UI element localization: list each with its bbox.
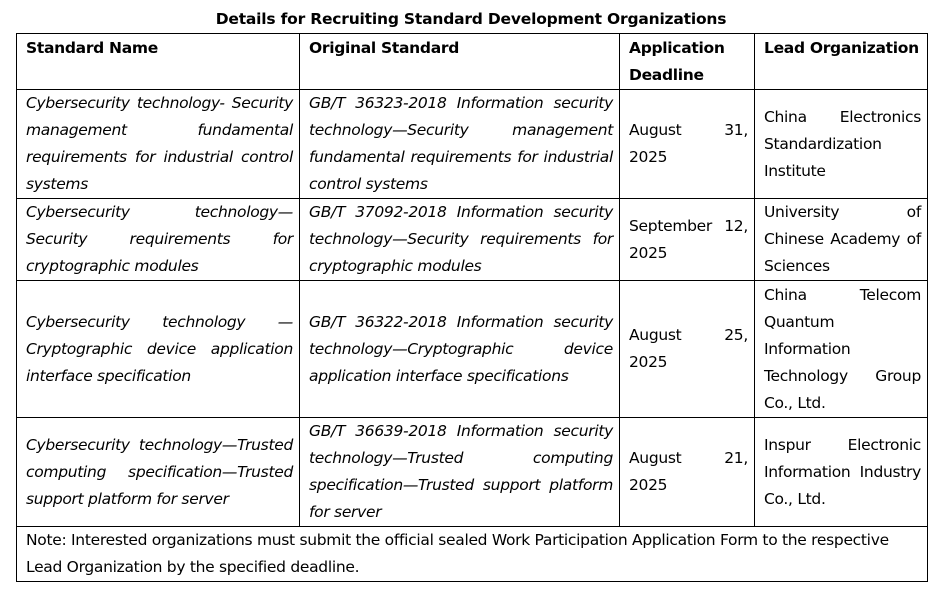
- cell-standard-name: Cybersecurity technology—Trusted computing specification—Trusted support platform for server: [17, 418, 300, 527]
- cell-lead-org: University of Chinese Academy of Sciences: [755, 199, 928, 281]
- table-row: [17, 199, 928, 281]
- cell-original-standard: GB/T 36323-2018 Information security technology—Security management fundamental requirements for industrial control systems: [300, 90, 620, 199]
- table-row: [17, 281, 928, 418]
- cell-deadline: August 31, 2025: [620, 90, 755, 199]
- table-row: [17, 90, 928, 199]
- cell-original-standard: GB/T 37092-2018 Information security technology—Security requirements for cryptographic modules: [300, 199, 620, 281]
- cell-deadline: August 25, 2025: [620, 281, 755, 418]
- header-original-standard: Original Standard: [300, 34, 620, 90]
- cell-lead-org: China Electronics Standardization Institute: [755, 90, 928, 199]
- header-deadline: Application Deadline: [620, 34, 755, 90]
- table-title: Details for Recruiting Standard Development Organizations: [215, 10, 727, 28]
- note-row: [17, 527, 928, 582]
- cell-deadline: August 21, 2025: [620, 418, 755, 527]
- header-row: [17, 34, 928, 90]
- note-text: Note: Interested organizations must submit the official sealed Work Participation Application Form to the respective Lead Organization by the specified deadline.: [17, 527, 928, 582]
- header-standard-name: Standard Name: [17, 34, 300, 90]
- cell-original-standard: GB/T 36639-2018 Information security technology—Trusted computing specification—Trusted support platform for server: [300, 418, 620, 527]
- cell-deadline: September 12, 2025: [620, 199, 755, 281]
- header-lead-org: Lead Organization: [755, 34, 928, 90]
- cell-standard-name: Cybersecurity technology- Security management fundamental requirements for industrial control systems: [17, 90, 300, 199]
- cell-lead-org: China Telecom Quantum Information Technology Group Co., Ltd.: [755, 281, 928, 418]
- cell-original-standard: GB/T 36322-2018 Information security technology—Cryptographic device application interface specifications: [300, 281, 620, 418]
- recruiting-table: [16, 33, 928, 582]
- cell-lead-org: Inspur Electronic Information Industry Co., Ltd.: [755, 418, 928, 527]
- cell-standard-name: Cybersecurity technology — Cryptographic device application interface specification: [17, 281, 300, 418]
- table-row: [17, 418, 928, 527]
- cell-standard-name: Cybersecurity technology—Security requirements for cryptographic modules: [17, 199, 300, 281]
